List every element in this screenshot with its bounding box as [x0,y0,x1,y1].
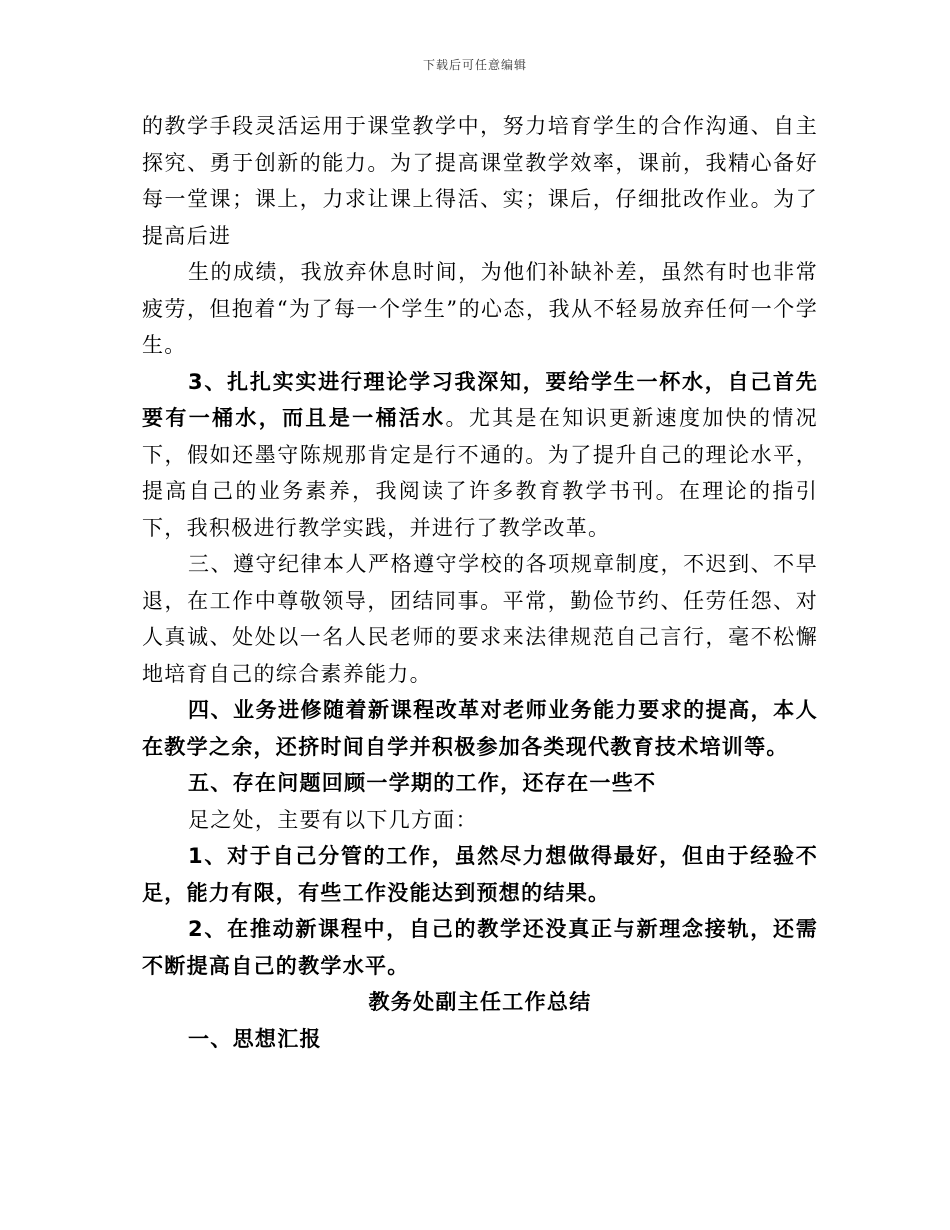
section-title: 教务处副主任工作总结 [368,990,592,1014]
paragraph-problem-1: 1、对于自己分管的工作，虽然尽力想做得最好，但由于经验不足，能力有限，有些工作没能达到预想的结果。 [142,844,818,905]
paragraph-discipline: 三、遵守纪律本人严格遵守学校的各项规章制度，不迟到、不早退，在工作中尊敬领导，团结同事。平常，勤俭节约、任劳任怨、对人真诚、处处以一名人民老师的要求来法律规范自己言行，毫不松懈地培育自己的综合素养能力。 [142,552,818,686]
paragraph-theory-study [142,364,818,547]
paragraph-professional-development: 四、业务进修随着新课程改革对老师业务能力要求的提高，本人在教学之余，还挤时间自学并积极参加各类现代教育技术培训等。 [142,698,818,759]
paragraph-teaching-methods: 的教学手段灵活运用于课堂教学中，努力培育学生的合作沟通、自主探究、勇于创新的能力。为了提高课堂教学效率，课前，我精心备好每一堂课；课上，力求让课上得活、实；课后，仔细批改作业。为了提高后进 [142,114,818,248]
theory-study-text: 。尤其是在知识更新速度加快的情况下，假如还墨守陈规那肯定是行不通的。为了提升自己的理论水平，提高自己的业务素养，我阅读了许多教育教学书刊。在理论的指引下，我积极进行教学实践，并进行了教学改革。 [142,406,818,540]
paragraph-problem-2: 2、在推动新课程中，自己的教学还没真正与新理念接轨，还需不断提高自己的教学水平。 [142,917,818,978]
section-heading-thought-report: 一、思想汇报 [188,1026,322,1051]
paragraph-student-grades: 生的成绩，我放弃休息时间，为他们补缺补差，虽然有时也非常疲劳，但抱着“为了每一个学生”的心态，我从不轻易放弃任何一个学生。 [142,260,818,357]
page-header: 下载后可任意编辑 [422,58,527,72]
theory-study-heading: 3、扎扎实实进行理论学习我深知，要给学生一杯水，自己首先要有一桶水，而且是一桶活水 [142,369,818,430]
document-body [142,108,818,1057]
paragraph-problems-heading: 五、存在问题回顾一学期的工作，还存在一些不 [188,771,657,795]
paragraph-problems-intro: 足之处，主要有以下几方面： [188,807,478,832]
